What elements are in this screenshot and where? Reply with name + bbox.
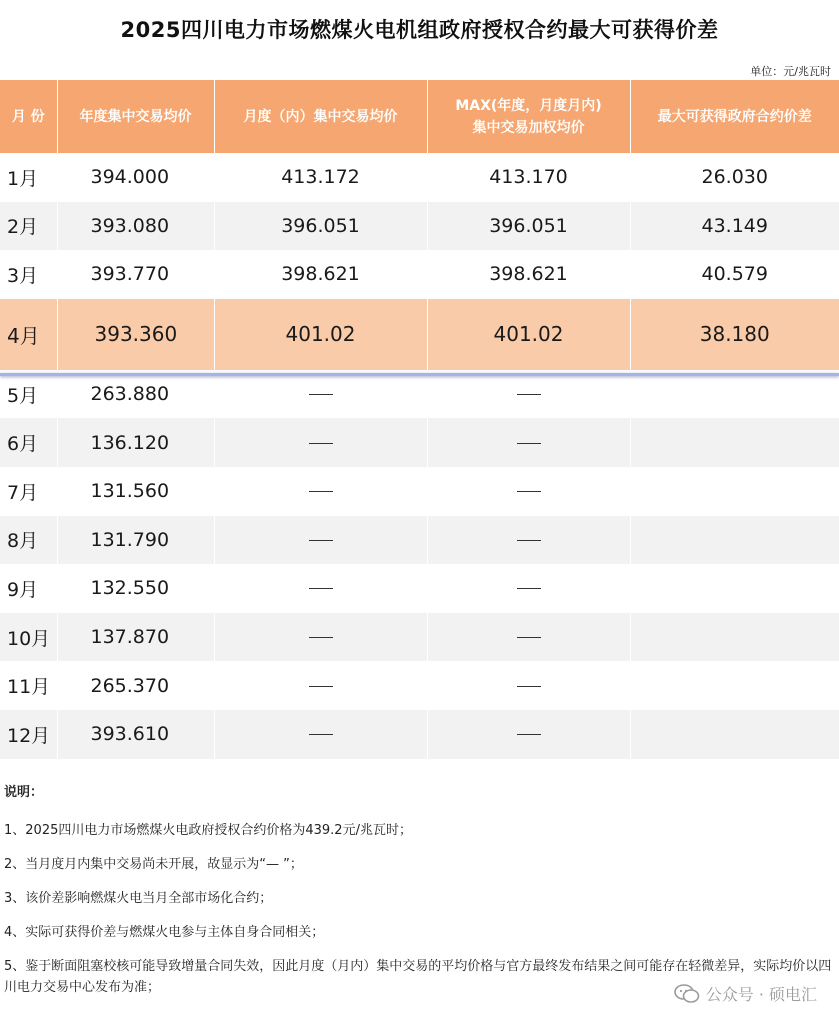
notes-section [4,781,834,998]
cell-month: 6月 [0,418,57,467]
cell-monthly: 413.172 [214,153,427,202]
cell-monthly [214,710,427,759]
table-row [0,516,839,565]
dash-icon [309,443,333,444]
header-max-line2: 集中交易加权均价 [472,119,585,136]
cell-max [427,418,630,467]
cell-diff [630,516,839,565]
cell-diff [630,613,839,662]
cell-annual: 132.550 [57,564,214,613]
cell-max [427,370,630,419]
cell-monthly [214,467,427,516]
cell-annual: 263.880 [57,370,214,419]
table-row [0,661,839,710]
table-header-row [0,80,839,153]
dash-icon [517,734,541,735]
cell-diff [630,710,839,759]
dash-icon [309,734,333,735]
table-row [0,370,839,419]
dash-icon [309,491,333,492]
table-row-highlighted [0,299,839,370]
dash-icon [309,540,333,541]
cell-max: 401.02 [427,299,630,370]
notes-heading: 说明： [4,785,44,800]
dash-icon [517,394,541,395]
unit-label: 单位：元/兆瓦时 [750,65,831,78]
cell-month: 4月 [0,299,57,370]
cell-monthly: 398.621 [214,250,427,299]
cell-month: 11月 [0,661,57,710]
cell-max [427,516,630,565]
table-row [0,153,839,202]
cell-monthly [214,661,427,710]
cell-monthly: 401.02 [214,299,427,370]
cell-annual: 131.790 [57,516,214,565]
dash-icon [517,540,541,541]
note-item: 2、当月度月内集中交易尚未开展，故显示为“— ”； [4,857,303,872]
highlight-underline [0,373,839,376]
cell-month: 3月 [0,250,57,299]
table-row [0,613,839,662]
watermark [674,982,817,1005]
cell-monthly [214,516,427,565]
cell-annual: 265.370 [57,661,214,710]
cell-max: 396.051 [427,202,630,251]
cell-month: 12月 [0,710,57,759]
table-row [0,710,839,759]
note-item: 1、2025四川电力市场燃煤火电政府授权合约价格为439.2元/兆瓦时； [4,823,412,838]
cell-max [427,467,630,516]
cell-monthly [214,370,427,419]
cell-max [427,613,630,662]
page-title: 2025四川电力市场燃煤火电机组政府授权合约最大可获得价差 [120,18,719,42]
table-row [0,564,839,613]
cell-monthly [214,564,427,613]
header-max [427,80,630,153]
table-row [0,202,839,251]
cell-max [427,661,630,710]
cell-annual: 393.770 [57,250,214,299]
cell-annual: 137.870 [57,613,214,662]
price-table [0,80,839,759]
cell-monthly: 396.051 [214,202,427,251]
cell-diff [630,564,839,613]
cell-month: 2月 [0,202,57,251]
cell-month: 5月 [0,370,57,419]
table-row [0,467,839,516]
dash-icon [517,637,541,638]
cell-diff [630,467,839,516]
dash-icon [517,686,541,687]
dash-icon [309,588,333,589]
cell-annual: 393.360 [57,299,214,370]
table-row [0,418,839,467]
cell-annual: 136.120 [57,418,214,467]
cell-diff: 43.149 [630,202,839,251]
watermark-text: 公众号 · 硕电汇 [705,985,817,1004]
cell-max: 398.621 [427,250,630,299]
dash-icon [309,686,333,687]
cell-month: 8月 [0,516,57,565]
table-row [0,250,839,299]
cell-diff: 26.030 [630,153,839,202]
header-max-line1: MAX(年度，月度月内) [455,97,602,114]
dash-icon [517,491,541,492]
header-monthly: 月度（内）集中交易均价 [214,80,427,153]
cell-month: 9月 [0,564,57,613]
wechat-icon [674,984,700,1004]
cell-month: 7月 [0,467,57,516]
cell-annual: 393.080 [57,202,214,251]
cell-annual: 394.000 [57,153,214,202]
dash-icon [517,443,541,444]
header-annual: 年度集中交易均价 [57,80,214,153]
cell-max [427,710,630,759]
header-month: 月 份 [0,80,57,153]
note-item: 3、该价差影响燃煤火电当月全部市场化合约； [4,891,273,906]
cell-diff: 38.180 [630,299,839,370]
cell-month: 10月 [0,613,57,662]
cell-monthly [214,613,427,662]
note-item: 4、实际可获得价差与燃煤火电参与主体自身合同相关； [4,925,325,940]
cell-diff: 40.579 [630,250,839,299]
header-diff: 最大可获得政府合约价差 [630,80,839,153]
cell-diff [630,418,839,467]
cell-annual: 393.610 [57,710,214,759]
cell-max [427,564,630,613]
note-item: 5、鉴于断面阻塞校核可能导致增量合同失效，因此月度（月内）集中交易的平均价格与官方最终发布结果之间可能存在轻微差异，实际均价以四川电力交易中心发布为准； [4,959,832,995]
dash-icon [517,588,541,589]
cell-month: 1月 [0,153,57,202]
cell-diff [630,661,839,710]
dash-icon [309,394,333,395]
cell-max: 413.170 [427,153,630,202]
cell-monthly [214,418,427,467]
cell-annual: 131.560 [57,467,214,516]
dash-icon [309,637,333,638]
cell-diff [630,370,839,419]
